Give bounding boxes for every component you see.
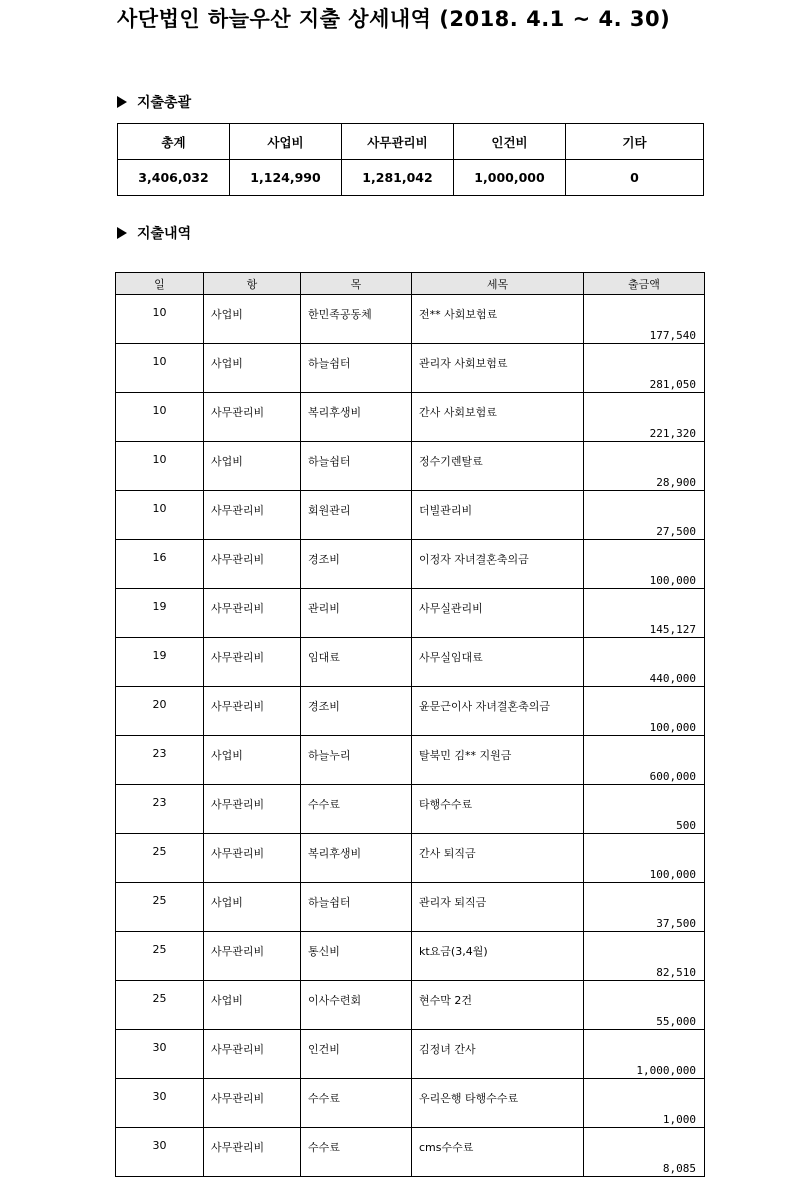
table-row bbox=[116, 540, 705, 589]
summary-value-cell: 0 bbox=[566, 160, 704, 196]
cell-hang: 사무관리비 bbox=[204, 1030, 301, 1079]
cell-amount: 82,510 bbox=[584, 932, 705, 981]
column-header-amount: 출금액 bbox=[584, 273, 705, 295]
cell-day: 30 bbox=[116, 1128, 204, 1177]
column-header-semok: 세목 bbox=[412, 273, 584, 295]
cell-semok: kt요금(3,4월) bbox=[412, 932, 584, 981]
cell-amount: 1,000,000 bbox=[584, 1030, 705, 1079]
cell-mok: 경조비 bbox=[301, 540, 412, 589]
cell-amount: 100,000 bbox=[584, 687, 705, 736]
triangle-bullet-icon bbox=[117, 96, 127, 108]
cell-hang: 사무관리비 bbox=[204, 1128, 301, 1177]
cell-semok: 관리자 퇴직금 bbox=[412, 883, 584, 932]
cell-mok: 한민족공동체 bbox=[301, 295, 412, 344]
cell-hang: 사업비 bbox=[204, 883, 301, 932]
cell-amount: 100,000 bbox=[584, 540, 705, 589]
cell-mok: 수수료 bbox=[301, 1128, 412, 1177]
cell-mok: 수수료 bbox=[301, 1079, 412, 1128]
triangle-bullet-icon bbox=[117, 227, 127, 239]
table-row bbox=[116, 344, 705, 393]
detail-table bbox=[115, 272, 705, 1177]
summary-section-heading bbox=[117, 92, 191, 112]
cell-day: 20 bbox=[116, 687, 204, 736]
column-header-day: 일 bbox=[116, 273, 204, 295]
detail-section-heading bbox=[117, 223, 191, 243]
summary-header-cell: 인건비 bbox=[454, 124, 566, 160]
detail-heading-label: 지출내역 bbox=[137, 226, 192, 242]
summary-table bbox=[117, 123, 704, 196]
cell-amount: 177,540 bbox=[584, 295, 705, 344]
cell-semok: 현수막 2건 bbox=[412, 981, 584, 1030]
cell-amount: 281,050 bbox=[584, 344, 705, 393]
cell-hang: 사업비 bbox=[204, 295, 301, 344]
cell-day: 25 bbox=[116, 883, 204, 932]
cell-semok: 이정자 자녀결혼축의금 bbox=[412, 540, 584, 589]
cell-day: 16 bbox=[116, 540, 204, 589]
cell-semok: 간사 퇴직금 bbox=[412, 834, 584, 883]
cell-hang: 사무관리비 bbox=[204, 785, 301, 834]
cell-semok: 우리은행 타행수수료 bbox=[412, 1079, 584, 1128]
column-header-hang: 항 bbox=[204, 273, 301, 295]
cell-day: 10 bbox=[116, 393, 204, 442]
cell-day: 25 bbox=[116, 834, 204, 883]
table-row bbox=[116, 589, 705, 638]
table-row bbox=[116, 295, 705, 344]
cell-semok: 사무실관리비 bbox=[412, 589, 584, 638]
cell-semok: cms수수료 bbox=[412, 1128, 584, 1177]
cell-hang: 사업비 bbox=[204, 981, 301, 1030]
table-row bbox=[116, 442, 705, 491]
cell-mok: 임대료 bbox=[301, 638, 412, 687]
cell-mok: 관리비 bbox=[301, 589, 412, 638]
table-row bbox=[116, 1030, 705, 1079]
cell-hang: 사무관리비 bbox=[204, 932, 301, 981]
summary-header-cell: 기타 bbox=[566, 124, 704, 160]
cell-hang: 사업비 bbox=[204, 736, 301, 785]
table-row bbox=[116, 834, 705, 883]
cell-day: 30 bbox=[116, 1079, 204, 1128]
cell-amount: 27,500 bbox=[584, 491, 705, 540]
cell-amount: 145,127 bbox=[584, 589, 705, 638]
cell-mok: 하늘쉼터 bbox=[301, 442, 412, 491]
cell-hang: 사무관리비 bbox=[204, 393, 301, 442]
cell-mok: 하늘누리 bbox=[301, 736, 412, 785]
cell-amount: 600,000 bbox=[584, 736, 705, 785]
cell-mok: 통신비 bbox=[301, 932, 412, 981]
cell-hang: 사무관리비 bbox=[204, 638, 301, 687]
cell-amount: 28,900 bbox=[584, 442, 705, 491]
cell-amount: 440,000 bbox=[584, 638, 705, 687]
cell-hang: 사무관리비 bbox=[204, 491, 301, 540]
cell-semok: 윤문근이사 자녀결혼축의금 bbox=[412, 687, 584, 736]
cell-day: 10 bbox=[116, 491, 204, 540]
cell-hang: 사무관리비 bbox=[204, 834, 301, 883]
cell-amount: 100,000 bbox=[584, 834, 705, 883]
table-row bbox=[116, 687, 705, 736]
cell-mok: 인건비 bbox=[301, 1030, 412, 1079]
cell-amount: 8,085 bbox=[584, 1128, 705, 1177]
cell-mok: 이사수련회 bbox=[301, 981, 412, 1030]
cell-amount: 1,000 bbox=[584, 1079, 705, 1128]
table-row bbox=[116, 1079, 705, 1128]
cell-amount: 55,000 bbox=[584, 981, 705, 1030]
cell-semok: 더빌관리비 bbox=[412, 491, 584, 540]
cell-day: 25 bbox=[116, 981, 204, 1030]
cell-hang: 사무관리비 bbox=[204, 687, 301, 736]
summary-value-cell: 3,406,032 bbox=[118, 160, 230, 196]
detail-table-body bbox=[116, 295, 705, 1177]
table-row bbox=[116, 883, 705, 932]
cell-amount: 500 bbox=[584, 785, 705, 834]
cell-mok: 회원관리 bbox=[301, 491, 412, 540]
column-header-mok: 목 bbox=[301, 273, 412, 295]
cell-day: 10 bbox=[116, 295, 204, 344]
cell-semok: 탈북민 김** 지원금 bbox=[412, 736, 584, 785]
cell-hang: 사업비 bbox=[204, 442, 301, 491]
summary-header-cell: 사무관리비 bbox=[342, 124, 454, 160]
cell-day: 19 bbox=[116, 589, 204, 638]
cell-mok: 수수료 bbox=[301, 785, 412, 834]
cell-mok: 경조비 bbox=[301, 687, 412, 736]
page-title: 사단법인 하늘우산 지출 상세내역 (2018. 4.1 ~ 4. 30) bbox=[117, 7, 671, 31]
cell-day: 10 bbox=[116, 442, 204, 491]
table-row bbox=[116, 491, 705, 540]
summary-header-cell: 사업비 bbox=[230, 124, 342, 160]
summary-value-row bbox=[118, 160, 704, 196]
cell-day: 25 bbox=[116, 932, 204, 981]
cell-mok: 하늘쉼터 bbox=[301, 883, 412, 932]
table-row bbox=[116, 932, 705, 981]
table-row bbox=[116, 638, 705, 687]
cell-day: 10 bbox=[116, 344, 204, 393]
table-row bbox=[116, 1128, 705, 1177]
summary-header-cell: 총계 bbox=[118, 124, 230, 160]
cell-semok: 타행수수료 bbox=[412, 785, 584, 834]
cell-mok: 복리후생비 bbox=[301, 834, 412, 883]
cell-semok: 정수기렌탈료 bbox=[412, 442, 584, 491]
detail-header-row bbox=[116, 273, 705, 295]
cell-mok: 하늘쉼터 bbox=[301, 344, 412, 393]
table-row bbox=[116, 785, 705, 834]
table-row bbox=[116, 736, 705, 785]
cell-semok: 전** 사회보험료 bbox=[412, 295, 584, 344]
cell-day: 23 bbox=[116, 736, 204, 785]
cell-hang: 사무관리비 bbox=[204, 1079, 301, 1128]
cell-hang: 사무관리비 bbox=[204, 540, 301, 589]
cell-amount: 221,320 bbox=[584, 393, 705, 442]
cell-amount: 37,500 bbox=[584, 883, 705, 932]
summary-value-cell: 1,124,990 bbox=[230, 160, 342, 196]
cell-semok: 관리자 사회보험료 bbox=[412, 344, 584, 393]
cell-semok: 사무실임대료 bbox=[412, 638, 584, 687]
cell-day: 23 bbox=[116, 785, 204, 834]
table-row bbox=[116, 393, 705, 442]
summary-heading-label: 지출총괄 bbox=[137, 95, 192, 111]
cell-hang: 사무관리비 bbox=[204, 589, 301, 638]
cell-hang: 사업비 bbox=[204, 344, 301, 393]
table-row bbox=[116, 981, 705, 1030]
summary-header-row bbox=[118, 124, 704, 160]
cell-day: 19 bbox=[116, 638, 204, 687]
cell-day: 30 bbox=[116, 1030, 204, 1079]
cell-semok: 간사 사회보험료 bbox=[412, 393, 584, 442]
summary-value-cell: 1,281,042 bbox=[342, 160, 454, 196]
summary-value-cell: 1,000,000 bbox=[454, 160, 566, 196]
cell-semok: 김정녀 간사 bbox=[412, 1030, 584, 1079]
cell-mok: 복리후생비 bbox=[301, 393, 412, 442]
